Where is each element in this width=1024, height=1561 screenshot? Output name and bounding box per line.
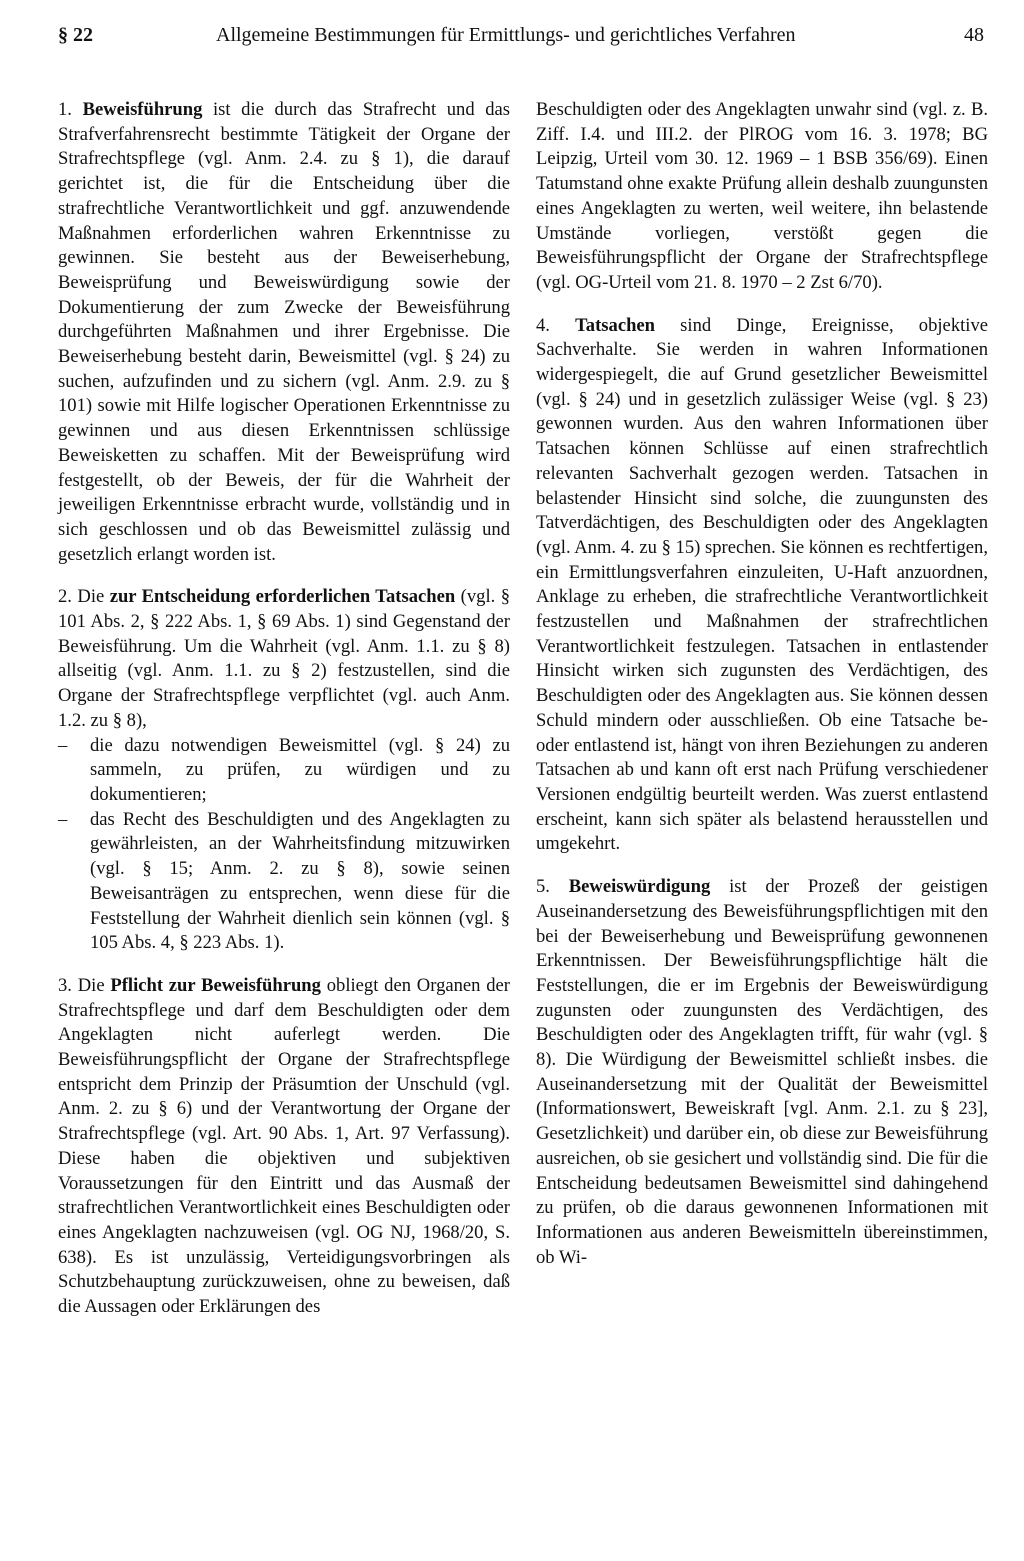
- paragraph-3: [58, 974, 510, 1320]
- paragraph-text: ist die durch das Strafrecht und das Strafverfahrensrecht bestimmte Tätigkeit der Organe der Strafrechtspflege (vgl. Anm. 2.4. zu § 1), die darauf gerichtet ist, die für die Entscheidung über die strafrechtliche Verantwortlichkeit und ggf. anzuwendende Maßnahmen erforderlichen wahren Erkenntnisse zu gewinnen. Sie besteht aus der Beweiserhebung, Beweisprüfung und Beweiswürdigung sowie der Dokumentierung der zum Zwecke der Beweisführung durchgeführten Maßnahmen und ihrer Ergebnisse. Die Beweiserhebung besteht darin, Beweismittel (vgl. § 24) zu suchen, aufzufinden und zu sichern (vgl. Anm. 2.9. zu § 101) sowie mit Hilfe logischer Operationen Erkenntnisse zu gewinnen und aus diesen Erkenntnissen schlüssige Beweisketten zu schaffen. Mit der Beweisprüfung wird festgestellt, ob der Beweis, der für die Wahrheit der jeweiligen Erkenntnisse erbracht wurde, vollständig und in sich geschlossen und ob das Beweismittel zulässig und gesetzlich erlangt worden ist.: [58, 99, 510, 565]
- section-number: § 22: [58, 24, 93, 46]
- left-column: [58, 98, 510, 1338]
- paragraph-5: [536, 875, 988, 1270]
- paragraph-number: 5.: [536, 876, 550, 898]
- paragraph-lead: zur Entscheidung erforderlichen Tatsachen: [109, 586, 456, 608]
- paragraph-3-continued: [536, 98, 988, 296]
- paragraph-2: [58, 585, 510, 733]
- paragraph-text: Beschuldigten oder des Angeklagten unwahr sind (vgl. z. B. Ziff. I.4. und III.2. der PlROG vom 16. 3. 1978; BG Leipzig, Urteil vom 30. 12. 1969 – 1 BSB 356/69). Einen Tatumstand ohne exakte Prüfung allein deshalb zuungunsten eines Angeklagten zu werten, weil weitere, ihn belastende Umstände vorliegen, verstößt gegen die Beweisführungspflicht der Organe der Strafrechtspflege (vgl. OG-Urteil vom 21. 8. 1970 – 2 Zst 6/70).: [536, 99, 988, 293]
- paragraph-lead: Pflicht zur Beweisführung: [110, 974, 321, 996]
- paragraph-lead: Beweisführung: [82, 99, 203, 120]
- right-column: [536, 98, 988, 1288]
- running-title: Allgemeine Bestimmungen für Ermittlungs- und gerichtliches Verfahren: [216, 24, 796, 46]
- list-dash: –: [58, 734, 68, 756]
- paragraph-text: ist der Prozeß der geistigen Auseinandersetzung des Beweisführungspflichtigen mit den bei der Beweiserhebung und Beweisprüfung gewonnenen Erkenntnissen. Der Beweisführungspflichtige hält die Feststellungen, die er im Ergebnis der Beweiswürdigung zugunsten oder zuungunsten des Verdächtigen, des Beschuldigten oder des Angeklagten trifft, für wahr (vgl. § 8). Die Würdigung der Beweismittel schließt insbes. die Auseinandersetzung mit der Qualität der Beweismittel (Informationswert, Beweiskraft [vgl. Anm. 2.1. zu § 23], Gesetzlichkeit) und darüber ein, ob diese zur Beweisführung ausreichen, ob sie gesichert und vollständig sind. Die für die Entscheidung bedeutsamen Beweismittel sind dahingehend zu prüfen, ob die daraus gewonnenen Informationen mit Informationen aus anderen Beweismitteln übereinstimmen, ob Wi-: [536, 876, 988, 1268]
- paragraph-lead: Beweiswürdigung: [568, 876, 711, 898]
- list-item: [58, 808, 510, 956]
- paragraph-text: (vgl. § 101 Abs. 2, § 222 Abs. 1, § 69 Abs. 1) sind Gegenstand der Beweisführung. Um die Wahrheit (vgl. Anm. 1.1. zu § 8) allseitig (vgl. Anm. 1.1. zu § 2) festzustellen, sind die Organe der Strafrechtspflege verpflichtet (vgl. auch Anm. 1.2. zu § 8),: [58, 586, 511, 731]
- list-dash: –: [58, 808, 68, 830]
- paragraph-number: 2. Die: [58, 586, 105, 608]
- dash-list: [58, 734, 510, 956]
- paragraph-number: 3. Die: [58, 974, 105, 996]
- list-item-text: die dazu notwendigen Beweismittel (vgl. § 24) zu sammeln, zu prüfen, zu würdigen und zu dokumentieren;: [90, 734, 510, 805]
- paragraph-number: 4.: [536, 314, 550, 336]
- paragraph-number: 1.: [58, 99, 72, 120]
- list-item-text: das Recht des Beschuldigten und des Angeklagten zu gewährleisten, an der Wahrheitsfindung mitzuwirken (vgl. § 15; Anm. 2. zu § 8), sowie seinen Beweisanträgen zu entsprechen, wenn diese für die Feststellung der Wahrheit dienlich sein können (vgl. § 105 Abs. 4, § 223 Abs. 1).: [90, 808, 510, 954]
- paragraph-2-block: [58, 585, 510, 956]
- page-number: 48: [964, 24, 984, 46]
- paragraph-text: sind Dinge, Ereignisse, objektive Sachverhalte. Sie werden in wahren Informationen widergespiegelt, die auf Grund gesetzlicher Beweismittel (vgl. § 24) und in gesetzlich zulässiger Weise (vgl. § 23) gewonnen wurden. Aus den wahren Informationen über Tatsachen können Schlüsse auf einen strafrechtlich relevanten Sachverhalt gezogen werden. Tatsachen in belastender Hinsicht sind solche, die zuungunsten des Tatverdächtigen, des Beschuldigten oder des Angeklagten (vgl. Anm. 4. zu § 15) sprechen. Sie können es rechtfertigen, ein Ermittlungsverfahren einzuleiten, U-Haft anzuordnen, Anklage zu erheben, die strafrechtliche Verantwortlichkeit festzustellen und Maßnahmen der strafrechtlichen Verantwortlichkeit festzulegen. Tatsachen in entlastender Hinsicht wirken sich zugunsten des Verdächtigen, des Beschuldigten oder des Angeklagten aus. Sie können dessen Schuld mindern oder ausschließen. Ob eine Tatsache be- oder entlastend ist, hängt von ihren Beziehungen zu anderen Tatsachen ab und kann oft erst nach Prüfung verschiedener Versionen endgültig beurteilt werden. Was zuerst entlastend erscheint, kann sich später als belastend herausstellen und umgekehrt.: [536, 314, 988, 855]
- paragraph-1: [58, 98, 510, 567]
- page-header: [58, 24, 984, 52]
- list-item: [58, 734, 510, 808]
- paragraph-lead: Tatsachen: [575, 314, 656, 336]
- paragraph-text: obliegt den Organen der Strafrechtspflege und darf dem Beschuldigten oder dem Angeklagten nicht auferlegt werden. Die Beweisführungspflicht der Organe der Strafrechtspflege entspricht dem Prinzip der Präsumtion der Unschuld (vgl. Anm. 2. zu § 6) und der Verantwortung der Organe der Strafrechtspflege (vgl. Art. 90 Abs. 1, Art. 97 Verfassung). Diese haben die objektiven und subjektiven Voraussetzungen für den Eintritt und das Ausmaß der strafrechtlichen Verantwortlichkeit eines Beschuldigten oder eines Angeklagten nachzuweisen (vgl. OG NJ, 1968/20, S. 638). Es ist unzulässig, Verteidigungsvorbringen als Schutzbehauptung zurückzuweisen, ohne zu beweisen, daß die Aussagen oder Erklärungen des: [58, 974, 510, 1318]
- paragraph-4: [536, 314, 988, 857]
